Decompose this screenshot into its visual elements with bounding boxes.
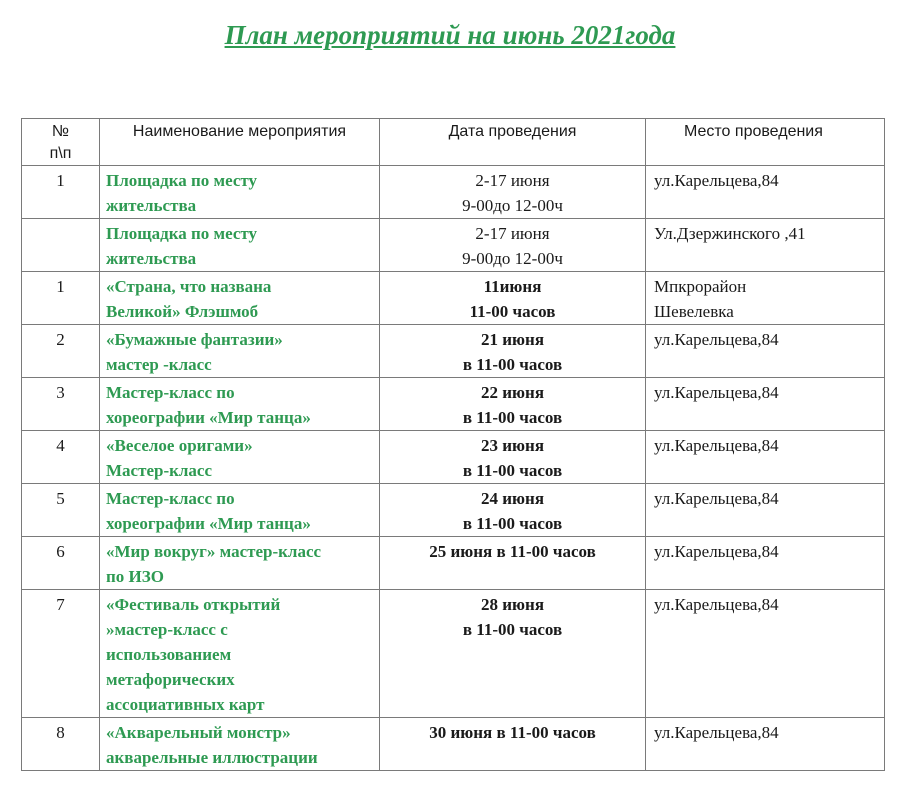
event-name — [100, 272, 380, 325]
table-row — [22, 325, 885, 378]
event-date-line: в 11-00 часов — [462, 408, 563, 427]
event-name-line: жительства — [106, 196, 197, 215]
table-row — [22, 219, 885, 272]
event-name-line: акварельные иллюстрации — [106, 748, 318, 767]
event-name-line: Площадка по месту — [106, 224, 258, 243]
row-number: 1 — [22, 166, 100, 219]
event-date-line: в 11-00 часов — [462, 620, 563, 639]
event-name — [100, 718, 380, 771]
row-number: 7 — [22, 590, 100, 718]
event-name-line: Мастер-класс — [106, 461, 213, 480]
event-name-line: «Бумажные фантазии» — [106, 330, 283, 349]
event-place — [646, 537, 885, 590]
event-date-line: 9-00до 12-00ч — [462, 249, 563, 268]
event-date — [380, 325, 646, 378]
event-place — [646, 166, 885, 219]
event-date — [380, 718, 646, 771]
event-place — [646, 219, 885, 272]
event-name-line: «Фестиваль открытий — [106, 595, 281, 614]
event-date-line: 24 июня — [480, 489, 545, 508]
event-date-line: 28 июня — [480, 595, 545, 614]
event-date-line: 9-00до 12-00ч — [462, 196, 563, 215]
event-name-line: по ИЗО — [106, 567, 164, 586]
event-date-line: 2-17 июня — [475, 171, 550, 190]
table-row — [22, 590, 885, 718]
event-name — [100, 219, 380, 272]
event-date — [380, 537, 646, 590]
event-name-line: »мастер-класс с — [106, 620, 228, 639]
table-row — [22, 378, 885, 431]
row-number: 2 — [22, 325, 100, 378]
event-date — [380, 378, 646, 431]
event-place-line: ул.Карельцева,84 — [654, 595, 779, 614]
event-place — [646, 325, 885, 378]
event-place-line: ул.Карельцева,84 — [654, 330, 779, 349]
event-name — [100, 378, 380, 431]
events-table — [21, 118, 885, 771]
event-name-line: хореографии «Мир танца» — [106, 514, 311, 533]
event-name — [100, 325, 380, 378]
event-name-line: хореографии «Мир танца» — [106, 408, 311, 427]
event-place-line: ул.Карельцева,84 — [654, 171, 779, 190]
table-row — [22, 272, 885, 325]
event-place-line: ул.Карельцева,84 — [654, 436, 779, 455]
event-place-line: Мпкрорайон — [654, 277, 747, 296]
event-name-line: «Веселое оригами» — [106, 436, 253, 455]
event-name-line: Великой» Флэшмоб — [106, 302, 259, 321]
event-place — [646, 272, 885, 325]
event-name — [100, 431, 380, 484]
event-date-line: 23 июня — [480, 436, 545, 455]
event-place — [646, 378, 885, 431]
event-date-line: 22 июня — [480, 383, 545, 402]
event-name — [100, 537, 380, 590]
header-date: Дата проведения — [380, 119, 646, 166]
header-event-name: Наименование мероприятия — [100, 119, 380, 166]
event-date-line: 21 июня — [480, 330, 545, 349]
event-place-line: ул.Карельцева,84 — [654, 723, 779, 742]
table-header-row — [22, 119, 885, 166]
event-name — [100, 166, 380, 219]
event-date — [380, 219, 646, 272]
event-name-line: «Страна, что названа — [106, 277, 272, 296]
row-number: 8 — [22, 718, 100, 771]
event-date-line: в 11-00 часов — [462, 514, 563, 533]
event-name-line: жительства — [106, 249, 197, 268]
table-row — [22, 166, 885, 219]
table-row — [22, 718, 885, 771]
header-number: № п\п — [22, 119, 100, 166]
event-date-line: 30 июня в 11-00 часов — [429, 723, 596, 742]
event-name-line: использованием — [106, 645, 232, 664]
event-date-line: 11-00 часов — [469, 302, 556, 321]
event-date — [380, 166, 646, 219]
event-place-line: ул.Карельцева,84 — [654, 489, 779, 508]
event-date — [380, 272, 646, 325]
event-date-line: 2-17 июня — [475, 224, 550, 243]
event-date-line: 11июня — [483, 277, 542, 296]
row-number: 1 — [22, 272, 100, 325]
event-name-line: Мастер-класс по — [106, 489, 235, 508]
event-name-line: «Акварельный монстр» — [106, 723, 291, 742]
event-name-line: Мастер-класс по — [106, 383, 235, 402]
event-name-line: «Мир вокруг» мастер-класс — [106, 542, 322, 561]
row-number: 3 — [22, 378, 100, 431]
event-name-line: метафорических — [106, 670, 235, 689]
row-number: 5 — [22, 484, 100, 537]
event-place — [646, 718, 885, 771]
event-place-line: ул.Карельцева,84 — [654, 383, 779, 402]
event-place-line: Шевелевка — [654, 302, 734, 321]
event-date-line: в 11-00 часов — [462, 355, 563, 374]
page-title: План мероприятий на июнь 2021года — [224, 20, 676, 50]
event-name — [100, 484, 380, 537]
event-date — [380, 590, 646, 718]
header-place: Место проведения — [646, 119, 885, 166]
event-date — [380, 431, 646, 484]
table-row — [22, 537, 885, 590]
event-place — [646, 431, 885, 484]
event-name-line: мастер -класс — [106, 355, 212, 374]
event-date — [380, 484, 646, 537]
event-name-line: ассоциативных карт — [106, 695, 265, 714]
event-place-line: ул.Карельцева,84 — [654, 542, 779, 561]
row-number — [22, 219, 100, 272]
event-name — [100, 590, 380, 718]
event-place — [646, 590, 885, 718]
event-name-line: Площадка по месту — [106, 171, 258, 190]
event-date-line: 25 июня в 11-00 часов — [429, 542, 596, 561]
event-place — [646, 484, 885, 537]
event-place-line: Ул.Дзержинского ,41 — [654, 224, 806, 243]
table-row — [22, 431, 885, 484]
table-row — [22, 484, 885, 537]
row-number: 4 — [22, 431, 100, 484]
event-date-line: в 11-00 часов — [462, 461, 563, 480]
row-number: 6 — [22, 537, 100, 590]
